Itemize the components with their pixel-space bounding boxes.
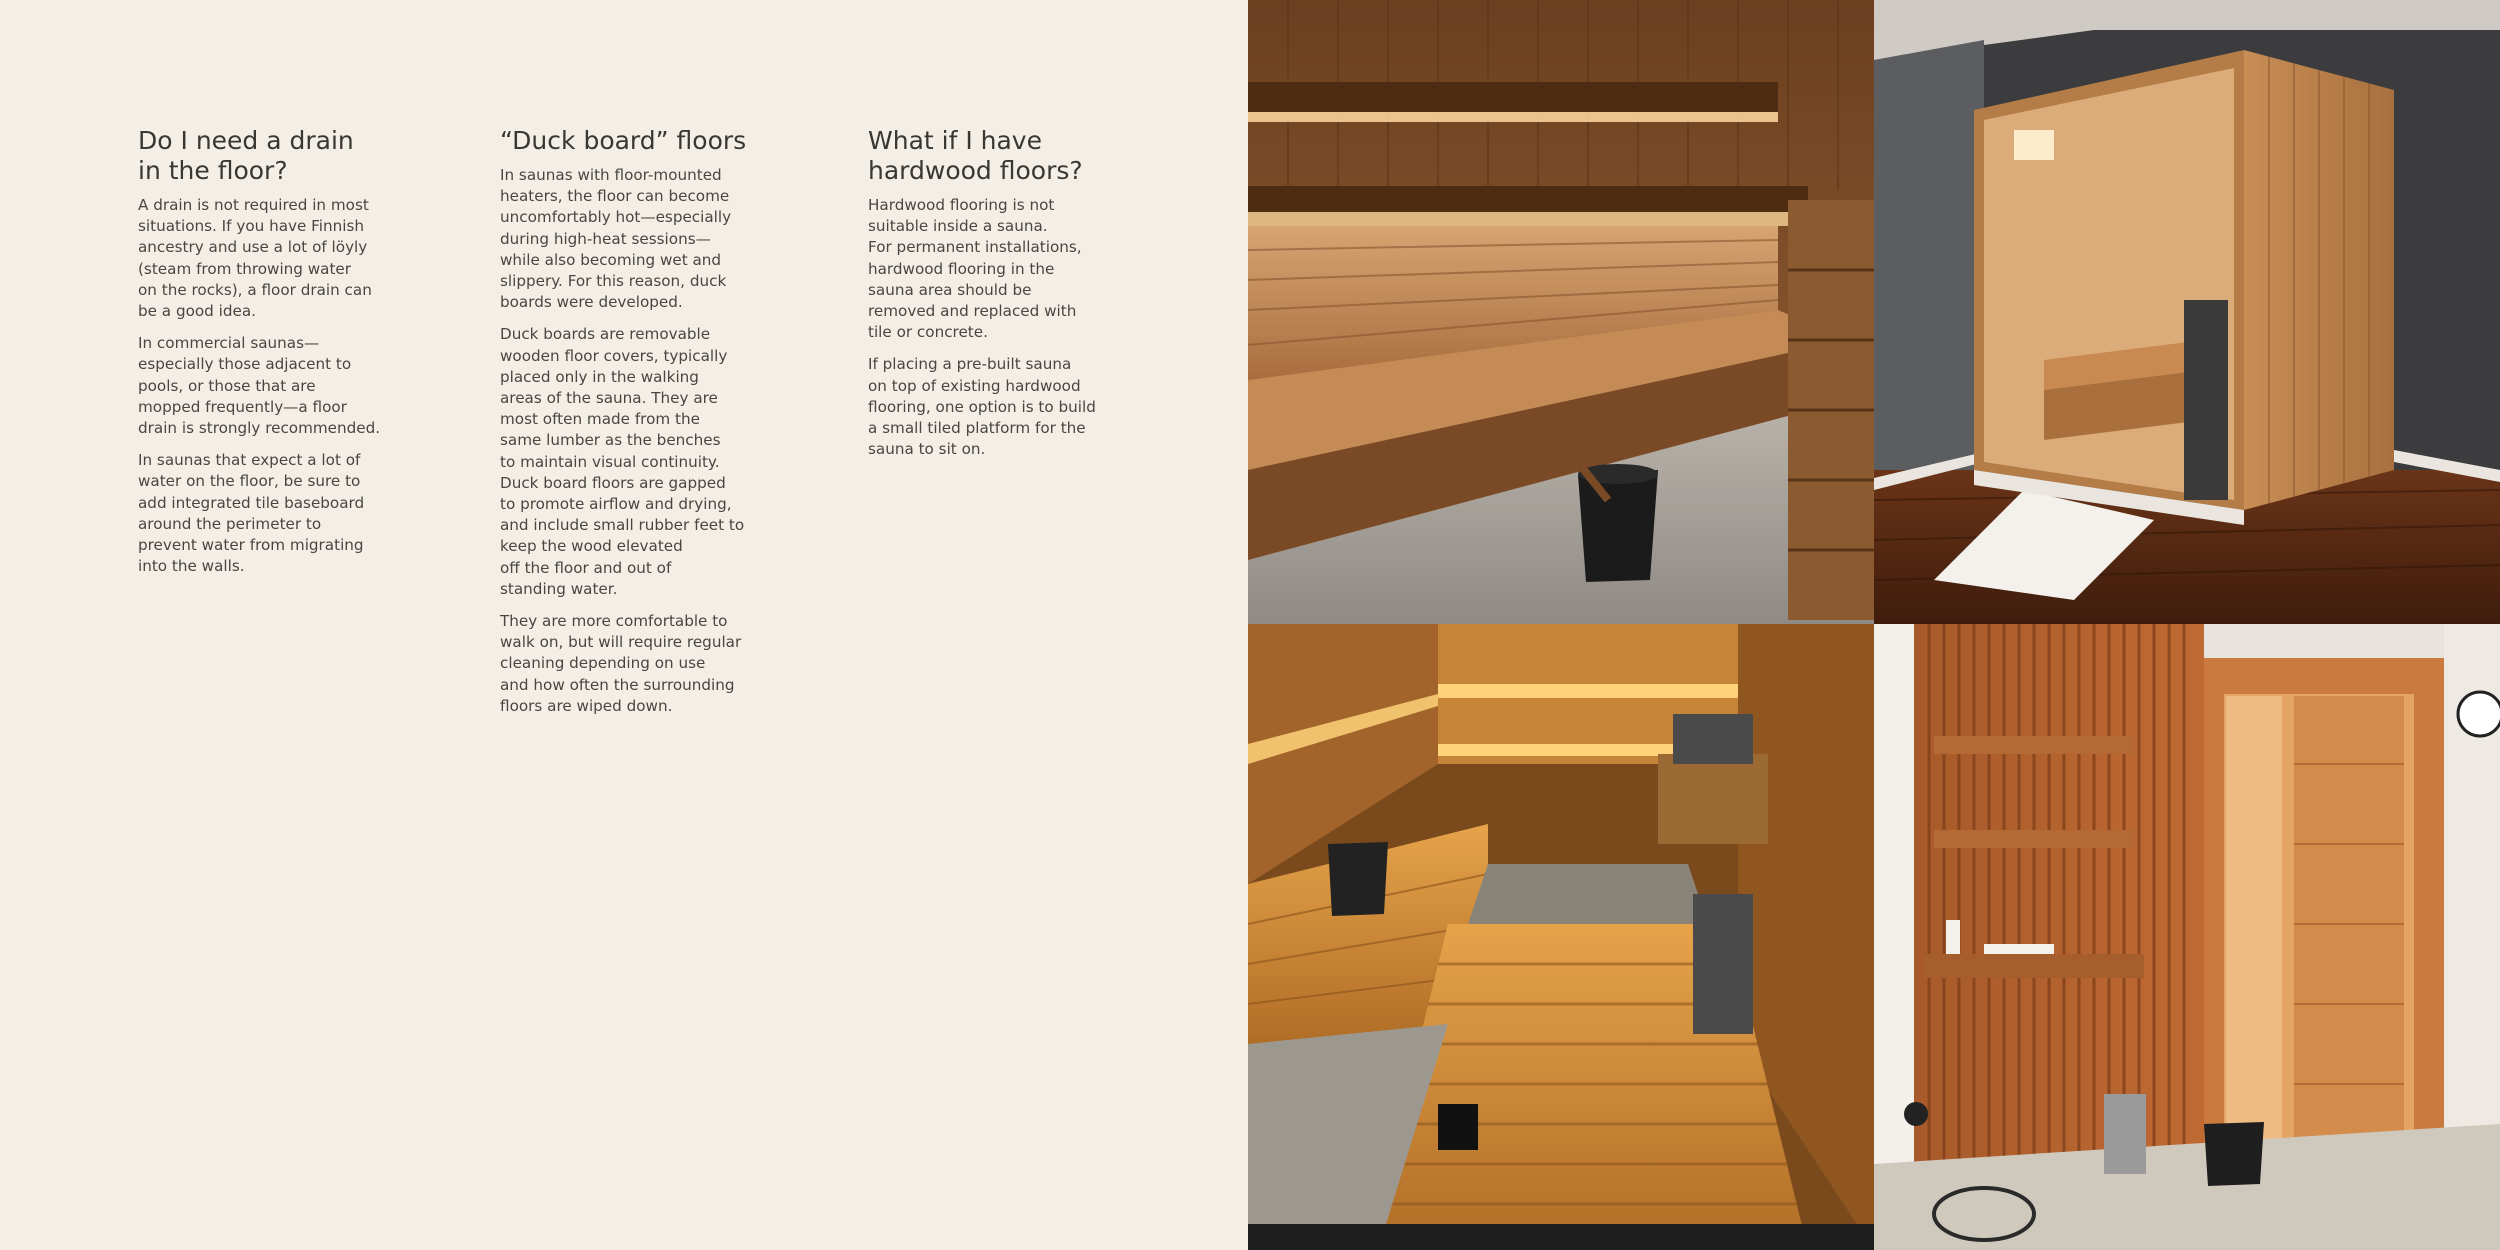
heading-line: hardwood floors? <box>868 156 1083 185</box>
text-line: hardwood flooring in the <box>868 259 1055 278</box>
text-line: standing water. <box>500 579 618 598</box>
heading-line: Do I need a drain <box>138 126 354 155</box>
text-line: boards were developed. <box>500 293 683 312</box>
text-line: slippery. For this reason, duck <box>500 272 727 291</box>
text-line: uncomfortably hot—especially <box>500 208 732 227</box>
text-line: Duck boards are removable <box>500 325 711 344</box>
text-page <box>0 0 1248 1250</box>
text-line: In saunas that expect a lot of <box>138 451 361 470</box>
text-line: flooring, one option is to build <box>868 397 1096 416</box>
text-line: on the rocks), a floor drain can <box>138 280 372 299</box>
paragraph <box>868 354 1138 460</box>
column-drain <box>138 126 408 588</box>
text-line: ancestry and use a lot of löyly <box>138 238 368 257</box>
text-line: during high-heat sessions— <box>500 229 711 248</box>
photo-sauna-interior <box>1248 0 1874 624</box>
text-line: be a good idea. <box>138 302 256 321</box>
text-line: especially those adjacent to <box>138 355 352 374</box>
paragraph <box>138 450 408 577</box>
column-hardwood <box>868 126 1138 471</box>
text-line: In commercial saunas— <box>138 334 320 353</box>
text-line: removed and replaced with <box>868 302 1077 321</box>
text-line: and include small rubber feet to <box>500 516 745 535</box>
text-line: prevent water from migrating <box>138 536 364 555</box>
text-line: They are more comfortable to <box>500 612 728 631</box>
text-line: drain is strongly recommended. <box>138 419 381 438</box>
text-line: and how often the surrounding <box>500 675 735 694</box>
text-line: floors are wiped down. <box>500 696 673 715</box>
heading-line: in the floor? <box>138 156 288 185</box>
text-line: to promote airflow and drying, <box>500 495 732 514</box>
text-line: sauna to sit on. <box>868 440 986 459</box>
text-line: sauna area should be <box>868 280 1032 299</box>
heading-line: “Duck board” floors <box>500 126 747 155</box>
paragraph <box>500 611 780 717</box>
photo-duck-board-sauna <box>1248 624 1874 1250</box>
text-line: tile or concrete. <box>868 323 988 342</box>
text-line: areas of the sauna. They are <box>500 389 718 408</box>
text-line: keep the wood elevated <box>500 537 683 556</box>
text-line: cleaning depending on use <box>500 654 706 673</box>
text-line: placed only in the walking <box>500 367 699 386</box>
photo-sauna-entry <box>1874 624 2500 1250</box>
text-line: off the floor and out of <box>500 558 672 577</box>
text-line: wooden floor covers, typically <box>500 346 728 365</box>
text-line: If placing a pre-built sauna <box>868 355 1072 374</box>
column-duck-board <box>500 126 780 728</box>
text-line: A drain is not required in most <box>138 196 369 214</box>
paragraph <box>138 333 408 439</box>
heading-duck-board <box>500 126 780 156</box>
text-line: into the walls. <box>138 557 245 576</box>
text-line: mopped frequently—a floor <box>138 397 347 416</box>
text-line: most often made from the <box>500 410 700 429</box>
text-line: Duck board floors are gapped <box>500 473 726 492</box>
text-line: suitable inside a sauna. <box>868 217 1048 236</box>
text-line: add integrated tile baseboard <box>138 493 365 512</box>
paragraph <box>500 324 780 600</box>
text-line: while also becoming wet and <box>500 250 722 269</box>
heading-line: What if I have <box>868 126 1042 155</box>
text-line: (steam from throwing water <box>138 259 352 278</box>
text-line: a small tiled platform for the <box>868 419 1086 438</box>
text-line: In saunas with floor-mounted <box>500 166 722 184</box>
text-line: Hardwood flooring is not <box>868 196 1055 214</box>
photo-prebuilt-sauna <box>1874 0 2500 624</box>
text-line: same lumber as the benches <box>500 431 721 450</box>
text-line: heaters, the floor can become <box>500 187 730 206</box>
text-line: pools, or those that are <box>138 376 316 395</box>
text-line: walk on, but will require regular <box>500 633 742 652</box>
heading-drain <box>138 126 408 186</box>
text-line: water on the floor, be sure to <box>138 472 361 491</box>
paragraph <box>138 195 408 322</box>
paragraph <box>868 195 1138 343</box>
text-line: to maintain visual continuity. <box>500 452 720 471</box>
text-line: For permanent installations, <box>868 238 1082 257</box>
text-line: situations. If you have Finnish <box>138 217 365 236</box>
text-line: on top of existing hardwood <box>868 376 1081 395</box>
text-line: around the perimeter to <box>138 514 322 533</box>
paragraph <box>500 165 780 313</box>
heading-hardwood <box>868 126 1138 186</box>
